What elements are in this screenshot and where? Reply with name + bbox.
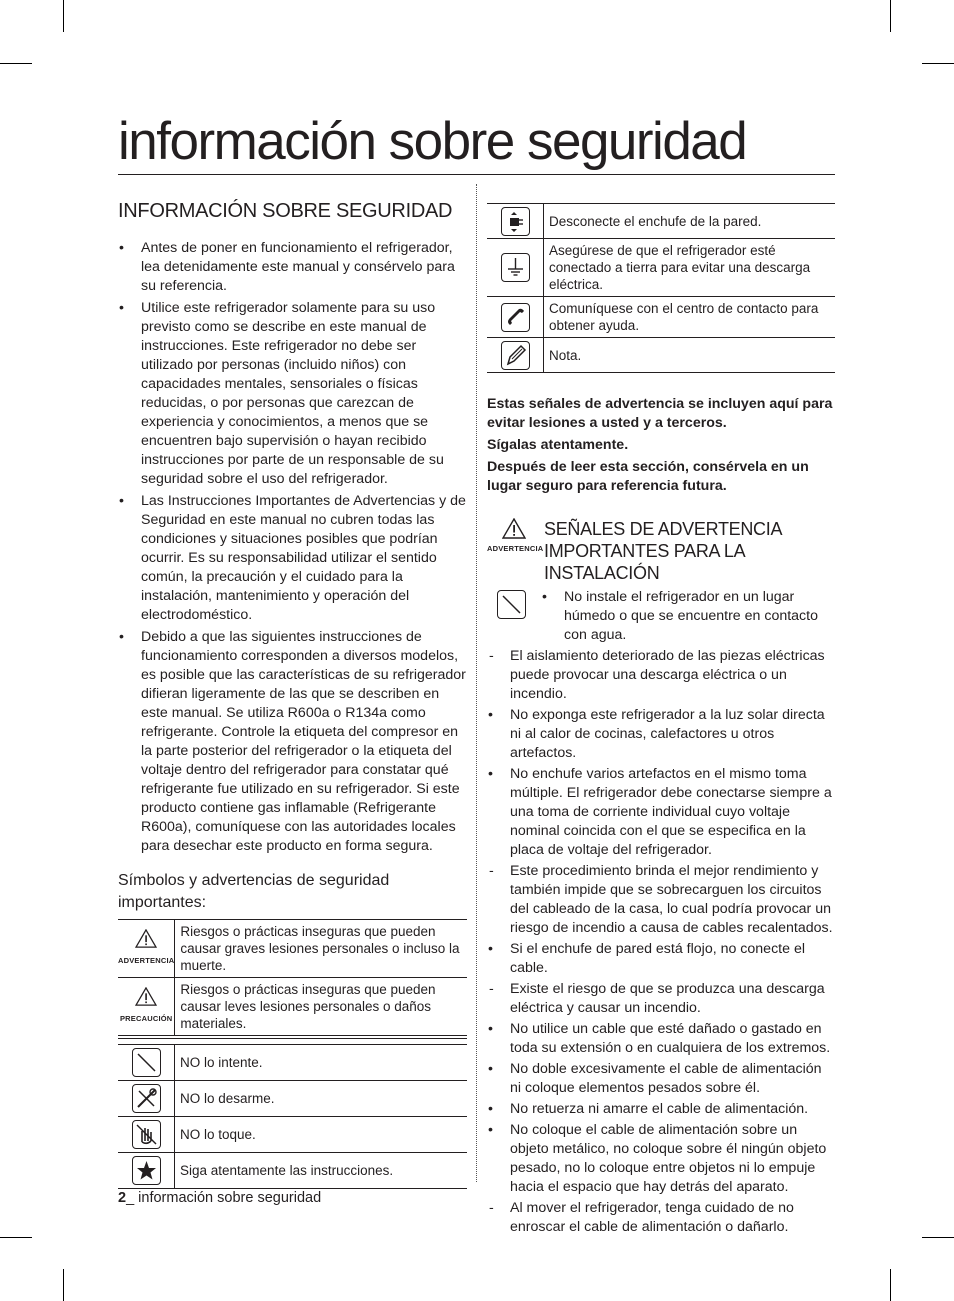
- row-text: Comuníquese con el centro de contacto para obtener ayuda.: [544, 297, 836, 338]
- notice-block: [487, 395, 835, 496]
- list-item: • No utilice un cable que esté dañado o gastado en toda su extensión o en cualquiera de los extremos.: [487, 1020, 835, 1058]
- column-divider: [476, 184, 477, 1182]
- list-item: • No doble excesivamente el cable de alimentación ni coloque elementos pesados sobre él.: [487, 1060, 835, 1098]
- crop-mark: [0, 63, 32, 64]
- row-text: Nota.: [544, 338, 836, 373]
- note-icon: [501, 341, 530, 370]
- row-text: NO lo toque.: [175, 1117, 468, 1153]
- warning-triangle-icon: [135, 929, 157, 948]
- list-item: • No retuerza ni amarre el cable de alimentación.: [487, 1100, 835, 1119]
- row-text: Desconecte el enchufe de la pared.: [544, 204, 836, 239]
- list-subitem: - El aislamiento deteriorado de las piezas eléctricas puede provocar una descarga eléctrica o un incendio.: [487, 647, 835, 704]
- install-warning-header: [487, 518, 835, 584]
- badge-label: ADVERTENCIA: [487, 544, 544, 553]
- row-text: NO lo intente.: [175, 1045, 468, 1081]
- table-row: [487, 239, 835, 297]
- install-first-item: [487, 588, 835, 647]
- warning-table: [118, 919, 467, 1036]
- symbols-heading: Símbolos y advertencias de seguridad importantes:: [118, 872, 390, 911]
- left-column: [118, 200, 467, 1189]
- list-subitem: - Este procedimiento brinda el mejor rendimiento y también impide que se sobrecarguen los circuitos del cableado de la casa, lo cual podría provocar un riesgo de incendio a causa de cables recalentados.: [487, 862, 835, 938]
- section-title: INFORMACIÓN SOBRE SEGURIDAD: [118, 200, 453, 222]
- list-item: • Las Instrucciones Importantes de Advertencias y de Seguridad en este manual no cubren todas las condiciones y situaciones posibles que podrían ocurrir. Es su responsabilidad utilizar el sentido común, la precaución y el cuidado para la instalación, mantenimiento y operación del electrodoméstico.: [118, 492, 467, 625]
- list-item: • No instale el refrigerador en un lugar húmedo o que se encuentre en contacto con agua.: [541, 588, 835, 645]
- list-subitem: - Al mover el refrigerador, tenga cuidado de no enroscar el cable de alimentación o dañarlo.: [487, 1199, 835, 1237]
- notice-paragraph: Sígalas atentamente.: [487, 437, 629, 453]
- table-row: [487, 204, 835, 239]
- table-row: [118, 1045, 467, 1081]
- crop-mark: [0, 1237, 32, 1238]
- install-list: [487, 647, 835, 1237]
- list-subitem: - Existe el riesgo de que se produzca una descarga eléctrica y causar un incendio.: [487, 980, 835, 1018]
- crop-mark: [890, 0, 891, 32]
- row-text: Siga atentamente las instrucciones.: [175, 1153, 468, 1189]
- prohibited-icon: [132, 1048, 161, 1077]
- title-rule: [118, 174, 835, 175]
- warning-label: PRECAUCIÓN: [119, 1013, 173, 1023]
- intro-bullet-list: [118, 239, 467, 856]
- table-row: [118, 1081, 467, 1117]
- list-item: • Antes de poner en funcionamiento el refrigerador, lea detenidamente este manual y consérvelo para su referencia.: [118, 239, 467, 296]
- table-row: [118, 1117, 467, 1153]
- notice-paragraph: Después de leer esta sección, consérvela en un lugar seguro para referencia futura.: [487, 459, 809, 494]
- warning-triangle-icon: [502, 518, 526, 539]
- list-item: • Debido a que las siguientes instrucciones de funcionamiento corresponden a diversos modelos, es posible que las características de su refrigerador difieran ligeramente de las que se describen en este manual. Se utiliza R600a o R134a como refrigerante. Controle la etiqueta del compresor en la parte posterior del refrigerador o la etiqueta del voltaje dentro del refrigerador para constatar qué refrigerante fue utilizado en su refrigerador. Si este producto contiene gas inflamable (Refrigerante R600a), comuníquese con las autoridades locales para desechar este producto en forma segura.: [118, 628, 467, 856]
- list-item: • No enchufe varios artefactos en el mismo toma múltiple. El refrigerador debe conectarse siempre a una toma de corriente individual cuyo voltaje nominal coincida con el que se especifica en la placa de voltaje del refrigerador.: [487, 765, 835, 860]
- row-text: NO lo desarme.: [175, 1081, 468, 1117]
- no-disassemble-icon: [132, 1084, 161, 1113]
- unplug-icon: [501, 207, 530, 236]
- symbol-table-right: [487, 203, 835, 373]
- row-text: Riesgos o prácticas inseguras que pueden causar leves lesiones personales o daños materiales.: [175, 978, 467, 1036]
- page-title: información sobre seguridad: [118, 112, 747, 171]
- symbol-table-left: [118, 1044, 467, 1189]
- install-title: SEÑALES DE ADVERTENCIA IMPORTANTES PARA LA INSTALACIÓN: [544, 519, 782, 583]
- table-row: [118, 1153, 467, 1189]
- warning-label: ADVERTENCIA: [118, 955, 175, 965]
- row-text: Riesgos o prácticas inseguras que pueden causar graves lesiones personales o incluso la muerte.: [175, 920, 467, 978]
- page-number: 2: [118, 1190, 127, 1206]
- warning-triangle-icon: [135, 987, 157, 1006]
- row-text: Asegúrese de que el refrigerador esté conectado a tierra para evitar una descarga eléctrica.: [544, 239, 836, 297]
- list-item: • No coloque el cable de alimentación sobre un objeto metálico, no coloque sobre él ningún objeto pesado, no lo coloque entre objetos ni lo empuje hacia el espacio que hay detrás del aparato.: [487, 1121, 835, 1197]
- phone-icon: [501, 303, 530, 332]
- ground-icon: [501, 253, 530, 282]
- follow-instructions-icon: [132, 1156, 161, 1185]
- list-item: • Si el enchufe de pared está flojo, no conecte el cable.: [487, 940, 835, 978]
- crop-mark: [922, 1237, 954, 1238]
- footer-text: _ información sobre seguridad: [126, 1190, 322, 1206]
- crop-mark: [922, 63, 954, 64]
- crop-mark: [63, 1269, 64, 1301]
- crop-mark: [63, 0, 64, 32]
- page-footer: [118, 1190, 321, 1206]
- crop-mark: [890, 1269, 891, 1301]
- notice-paragraph: Estas señales de advertencia se incluyen aquí para evitar lesiones a usted y a terceros.: [487, 396, 833, 431]
- list-item: • No exponga este refrigerador a la luz solar directa ni al calor de cocinas, calefactores u otros artefactos.: [487, 706, 835, 763]
- table-row: [118, 920, 467, 978]
- no-touch-icon: [132, 1120, 161, 1149]
- table-row: [487, 297, 835, 338]
- list-item: • Utilice este refrigerador solamente para su uso previsto como se describe en este manual de instrucciones. Este refrigerador no debe ser utilizado por personas (incluido niños) con capacidades mentales, sensoriales o físicas reducidas, o por personas que carezcan de experiencia y conocimientos, a menos que se encuentren bajo supervisión o hayan recibido instrucciones por parte de un responsable de su seguridad sobre el uso del refrigerador.: [118, 299, 467, 489]
- prohibited-icon: [497, 590, 526, 619]
- advertencia-badge: [487, 518, 544, 553]
- table-row: [487, 338, 835, 373]
- table-row: [118, 978, 467, 1036]
- right-column: [487, 203, 835, 1239]
